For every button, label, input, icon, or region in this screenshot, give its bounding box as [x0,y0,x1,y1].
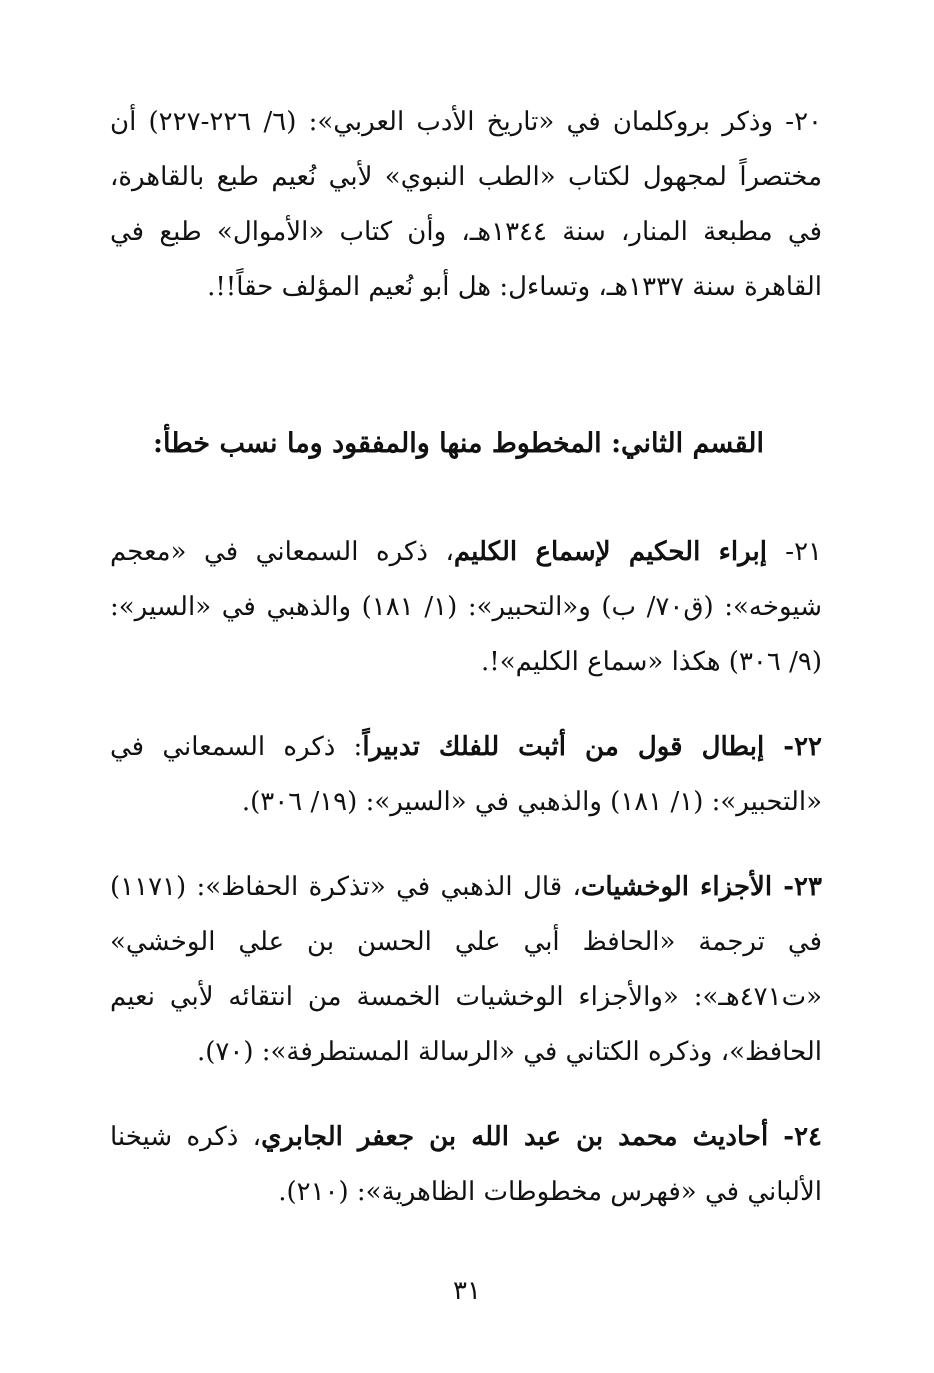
entry-title: الأجزاء الوخشيات [580,872,784,902]
entry-text: ، قال الذهبي في «تذكرة الحفاظ»: (١١٧١) في ترجمة «الحافظ أبي علي الحسن بن علي الوخشي» «ت٤٧١هـ»: «والأجزاء الوخشيات الخمسة من انتقائه لأبي نعيم الحافظ»، وذكره الكتاني في «الرسالة المستطرفة»: (٧٠). [110,872,822,1067]
entry-text: وذكر بروكلمان في «تاريخ الأدب العربي»: (٦/ ٢٢٦-٢٢٧) أن مختصراً لمجهول لكتاب «الطب النبوي» لأبي نُعيم طبع بالقاهرة، في مطبعة المنار، سنة ١٣٤٤هـ، وأن كتاب «الأموال» طبع في القاهرة سنة ١٣٣٧هـ، وتساءل: هل أبو نُعيم المؤلف حقاً!!. [110,107,822,302]
entry-text: ، ذكره السمعاني في «معجم شيوخه»: (ق٧٠/ ب) و«التحبير»: (١/ ١٨١) والذهبي في «السير»: (٩/ ٣٠٦) هكذا «سماع الكليم»!. [110,537,823,677]
entry-title: أحاديث محمد بن عبد الله بن جعفر الجابري [261,1122,784,1152]
entry-number: ٢٣- [783,872,822,902]
entry-text: : ذكره السمعاني في «التحبير»: (١/ ١٨١) والذهبي في «السير»: (١٩/ ٣٠٦). [110,732,822,817]
entry-title: إبطال قول من أثبت للفلك تدبيراً [362,732,784,762]
entry-title: إبراء الحكيم لإسماع الكليم [453,537,786,567]
entry-22 [110,720,822,830]
entry-number: ٢٠- [785,107,822,137]
entry-21 [110,525,822,690]
entry-number: ٢٤- [783,1122,822,1152]
entry-23 [110,860,822,1080]
section-heading: القسم الثاني: المخطوط منها والمفقود وما نسب خطأ: [153,428,764,459]
entry-number: ٢٢- [783,732,823,762]
page-number: ٣١ [453,1276,481,1306]
entry-number: ٢١- [785,537,822,567]
entry-20 [110,95,822,315]
entry-text: ، ذكره شيخنا الألباني في «فهرس مخطوطات الظاهرية»: (٢١٠). [110,1122,822,1207]
entry-24 [110,1110,822,1220]
